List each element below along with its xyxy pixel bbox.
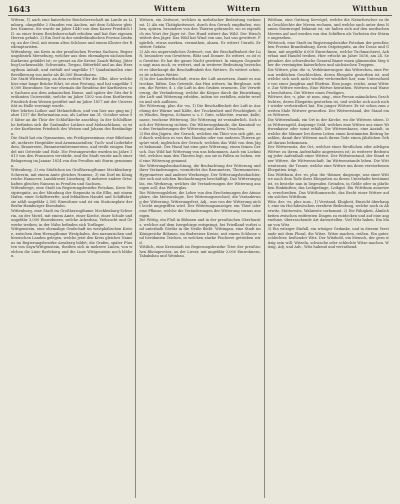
running-header: [8, 4, 392, 16]
header-title-middle: Wittern: [227, 4, 261, 13]
dictionary-entry: Hier lehrten Luther und Melanchthon, und von hier aus ging im Jahre 1517 die Reformation aus, als Luther am 31. October seine 95 Sätze an die Thür der Schloßkirche anschlug. In der Schloßkirche befinden sich die Grabmäler Luthers und Melanchthons, so wie der Kurfürsten Friedrich des Weisen und Johann des Beständigen.: [11, 108, 133, 136]
dictionary-entry: Wittern, ein Zeitwort, welches in mehrfacher Bedeutung vorkommt. 1) Als ein Thätigkeitswort, durch den Geruch empfinden, riechen, spüren, besonders von den Thieren gebraucht, wo es eigentlich ein Wort der Jäger ist. Der Hund wittert das Wild. Der Hirsch wittert den Jäger. Das Wild hat Wind von uns, hat uns gewittert. Figürlich, etwas merken, vermuthen, ahnen. Er wittert Unrath. Er wittert Gefahr.: [139, 18, 261, 50]
text-column-3: [264, 18, 392, 498]
dictionary-entry: Die Wittwe, plur. die -n, Verkleinerungsw. das Wittwchen, eine Person weiblichen Geschlechtes, deren Ehegatte gestorben ist, und welche sich noch nicht wieder verheirathet hat; zum Unterschiede von einer Jungfrau und Ehefrau. Eine junge, reiche, arme Wittwe. Zur Wittwe werden. Eine Wittwe heirathen. Wittwen und Waisen beschützen. Die Wittwe eines Predigers.: [267, 68, 389, 95]
dictionary-entry: 3) In der Landwirthschaft, etwas der Luft aussetzen, damit es austrockne, lüften. Das Getreide, das Heu wittern. Im Bergbaue, wittern, die Wetter, d. i. die Luft in den Gruben erneuern. Die Verwitterung, die Veränderung, welche die Körper durch die Einwirkung der Luft und Witterung erleiden, indem sie zerfallen, mürbe werden und sich auflösen.: [139, 77, 261, 104]
dictionary-entry: Witthun, eine Gattung Seevögel, welche die Naturforscher zu dem Geschlechte der Meven rechnen, und welche auch unter dem Namen Sturmvogel bekannt ist; sie halten sich auf den nordischen Meeren auf und werden von den Schiffern als Vorboten der Stürme angesehen.: [267, 18, 389, 41]
header-title-left: Wittem: [154, 4, 186, 13]
dictionary-entry: 2) Bei den Jägern, der Geruch, welchen ein Thier von sich gibt, und durch welchen es von den Hunden oder von anderen Thieren gespürt wird; ingleichen der Geruch, welchen das Wild von dem Jäger bekommt. Der Hund hat eine gute Witterung, einen feinen Geruch. Das Wild hat Witterung von uns bekommen. Auch ein Lockmittel, welches man den Thieren legt, um sie in Fallen zu locken, wird eine Witterung genannt.: [139, 131, 261, 163]
text-column-2: [135, 18, 263, 498]
dictionary-entry: Wittwer, der, -s, plur. ut nom. sing., eine Person männlichen Geschlechtes, deren Ehegattin gestorben ist, und welche sich noch nicht wieder verheirathet hat. Ein junger Wittwer. Er ist schon zum zweiten Male Wittwer geworden. Der Wittwerstand, der Stand eines Wittwers.: [267, 95, 389, 118]
dictionary-entry: 3) Ein witziger Einfall, ein witziger Gedanke, und in diesem Verstande mit dem Plural, die Witze. Witze machen, reißen. Ein guter, schlechter, beißender Witz. Der Witzbold, ein Mensch, der gern witzig sein will. Witzeln, schwache oder schlechte Witze machen. Witzig, Adj. und Adv., Witz habend und verrathend.: [267, 227, 389, 250]
dictionary-entry: Die Wittig, ein Fluß in Böhmen und in der preußischen Oberlausitz, welcher auf dem Isergebirge entspringt, bei Friedland vorbei und unterhalb Görlitz in die Neiße fließt. Wittingau, eine Stadt im Königreiche Böhmen, im Budweiser Kreise, mit einem Schlosse und berühmten Teichen, in welchen starke Fischerei getrieben wird.: [139, 218, 261, 245]
dictionary-entry: Das Wittthum, des -es, plur. die -thümer, dasjenige, was einer Wittwe nach dem Tode ihres Ehegatten zu ihrem Unterhalte bestimmt ist, es bestehe nun in liegenden Gründen, in Gelde oder in jährlichen Einkünften; das Leibgedinge, Leibgut. Ein Wittthum aussetzen, verschreiben. Das Wittthumsrecht, das Recht einer Wittwe auf ein solches Wittthum.: [267, 172, 389, 200]
dictionary-entry: Wittem, 1) auch eine kaiserliche Reichsherrschaft im Lande zu Limburg, ohngefähr 2 Stunden von Aachen, mit dem Schlosse gleiches Namens. Sie wurde im Jahre 1440 von dem Kaiser Friedrich III. zu einer freien Reichsherrschaft erhoben und hat ihre eigenen Herren gehabt. 2) Ein Dorf in der niederländischen Provinz Limburg, an der Geul, mit einem alten Schlosse und einem Kloster der Redemptoristen.: [11, 18, 133, 50]
dictionary-entry: Wittenberg, ein Kreis in der preußischen Provinz Sachsen, Regierungsbezirk Merseburg, welcher aus dem ehemaligen sächsischen Kurkreise gebildet ist; er grenzt an die Kreise Zauch-Belzig, Jüterbog-Luckenwalde, Schweinitz, Torgau, Bitterfeld und an das Herzogthum Anhalt, und enthält auf ungefähr 17 Quadratmeilen eine Bevölkerung von mehr als 40,000 Einwohnern.: [11, 49, 133, 77]
text-columns: [8, 18, 392, 498]
dictionary-entry: 2) Als ein unpersönliches Zeitwort, von der Beschaffenheit der Luft, besonders von Gewittern, Blitz und Donner. Es wittert, es ist ein Gewitter. Es hat die ganze Nacht gewittert. In einigen Gegenden sagt man auch, es wettert, und in weiterer Bedeutung bezeichnet es überhaupt die Beschaffenheit des Wetters. Es wittert schön, es ist schönes Wetter.: [139, 49, 261, 77]
page-number: 1643: [8, 4, 31, 14]
dictionary-entry: Die Witterungslehre, die Lehre von den Erscheinungen der Atmosphäre, die Meteorologie. Der Witterungswechsel, die Veränderung der Witterung. Witterungsfest, Adj., was von der Witterung nicht leicht angegriffen wird. Der Witterungsanzeiger, ein Thier oder eine Pflanze, welche die Veränderungen der Witterung voraus anzeigen.: [139, 190, 261, 218]
dictionary-entry: Der Wittwensitz, der Ort, welcher einer fürstlichen oder adeligen Wittwe zu ihrem Aufenthalte angewiesen ist; in weiterer Bedeutung jeder Aufenthalt einer Wittwe. Der Wittwenstand, der Stand einer Wittwe, die Wittwenschaft. Im Wittwenstande leben. Die Wittwentrauer, die Trauer, welche eine Wittwe um ihren verstorbenen Ehegatten trägt.: [267, 145, 389, 173]
dictionary-entry: Wittlich, eine Kreisstadt im Regierungsbezirke Trier der preußischen Rheinprovinz, an der Lieser, mit ungefähr 3,000 Einwohnern, Tabaksbau und Weinbau.: [139, 245, 261, 259]
dictionary-entry: Die Witterung, plur. die -en, 1) Die Beschaffenheit der Luft in Ansehung der Wärme und Kälte, der Trockenheit und Feuchtigkeit, des Windes, Regens, Schnees u. s. f. Gute, schlechte, warme, kalte, nasse, trockene Witterung. Die Witterung ist veränderlich. Sich nach der Witterung richten. Die Witterungskunde, die Kenntniß von den Veränderungen der Witterung und deren Ursachen.: [139, 104, 261, 132]
dictionary-entry: Wittenberge, eine Stadt im Regierungsbezirke Potsdam, Kreis Westpriegnitz, an der Mündung der Stepenitz in die Elbe, mit einem Hafen, einer Schiffswerfte, und lebhaftem Handel und Schiffahrt; sie zählt ungefähr 2,500 Einwohner und ist ein Stationsplatz der Berlin-Hamburger Eisenbahn.: [11, 186, 133, 209]
dictionary-entry: Die Stadt hat ein Gymnasium, ein Predigerseminar, eine Bibelanstalt, mehrere Hospitäler und Armenanstalten; Tuch- und Lederfabriken, Brauereien, Branntweinbrennereien, und treibt einigen Handel mit Getreide und Holz. Die Festungswerke wurden im Jahre 1813 von den Franzosen verstärkt, und die Stadt wurde nach einer Belagerung im Januar 1814 von den Preußen mit Sturm genommen.: [11, 136, 133, 168]
text-column-1: [8, 18, 135, 498]
dictionary-entry: Wittstock, eine Stadt im Regierungsbezirke Potsdam der preußischen Provinz Brandenburg, Kreis Ostpriegnitz, an der Dosse und Glinze, mit ungefähr 6,000 Einwohnern, welche Tuchmacherei, Ackerbau und Handel treiben. Hier erfocht im Jahre 1636, am 24. September, der schwedische General Baner einen glänzenden Sieg über die vereinigten kaiserlichen und sächsischen Truppen.: [267, 40, 389, 68]
dictionary-entry: Wittenberg, 2) ein Städtchen im Großherzogthume Mecklenburg-Schwerin, mit einem Amte gleiches Namens; 3) ein Dorf im Königreiche Hannover, Landdrostei Lüneburg; 4) mehrere andere Ortschaften gleiches Namens in Preußen und Sachsen.: [11, 168, 133, 186]
dictionary-entry: Die Stadt Wittenberg, an dem rechten Ufer der Elbe, über welche hier eine lange Brücke führt, ist eine Festung, und hat ungefähr 10,000 Einwohner. Sie war ehemals die Residenz der Kurfürsten von Sachsen aus dem askanischen Hause, und später der Sitz der berühmten Universität, welche im Jahre 1502 von dem Kurfürsten Friedrich dem Weisen gestiftet und im Jahre 1817 mit der Universität zu Halle vereinigt wurde.: [11, 77, 133, 109]
dictionary-entry: Wittenburg, eine Stadt im Großherzogthume Mecklenburg-Schwerin, an der Motel, mit einem Amte, einer Kirche, einer Schule und ungefähr 3,000 Einwohnern, welche Ackerbau, Viehzucht und Gewerbe treiben; in der Nähe befinden sich Torflager.: [11, 208, 133, 227]
dictionary-entry: Die Witterungsbeobachtung, die Beobachtung der Witterung und ihrer Veränderungen, vermittelst des Barometers, Thermometers, Hygrometers und anderer Werkzeuge. Der Witterungsbeobachter, der sich mit solchen Beobachtungen beschäftigt. Das Witterungsglas, ein Werkzeug, welches die Veränderungen der Witterung anzeigen soll; das Wetterglas.: [139, 163, 261, 191]
dictionary-entry: Die Wittwenbank, ein Ort in der Kirche, wo die Wittwen sitzen. Das Wittwengeld, dasjenige Geld, welches eine Wittwe aus einer Wittwenkasse oder sonst erhält. Die Wittwenkasse, eine Anstalt, in welche die Männer bei ihrem Leben einen bestimmten Beitrag bezahlen, damit ihre Wittwen nach ihrem Tode einen jährlichen Gehalt daraus bekommen.: [267, 118, 389, 145]
header-title-right: Witthun: [352, 4, 388, 13]
dictionary-entry: Witz, der, -es, plur. inus., 1) Verstand, Klugheit, Einsicht überhaupt; eine im Hochdeutschen veraltete Bedeutung, welche noch in Aberwitz, Mutterwitz, Wahnwitz vorkommt. 2) Die Fähigkeit, Ähnlichkeiten zwischen entfernten Dingen zu entdecken und auf eine angenehme, überraschende Art darzustellen. Viel Witz haben. Ein Mann von Witz.: [267, 199, 389, 227]
dictionary-entry: Wittgenstein, eine ehemalige Grafschaft im westphälischen Kreise, zwischen dem Herzogthume Westphalen, den nassauischen und hessischen Landen gelegen, welche jetzt den Kreis gleiches Namens im Regierungsbezirke Arnsberg bildet; die Grafen, später Fürsten von Sayn-Wittgenstein, theilten sich in mehrere Linien, von welchen die Linie Berleburg und die Linie Wittgenstein noch blühen.: [11, 227, 133, 259]
